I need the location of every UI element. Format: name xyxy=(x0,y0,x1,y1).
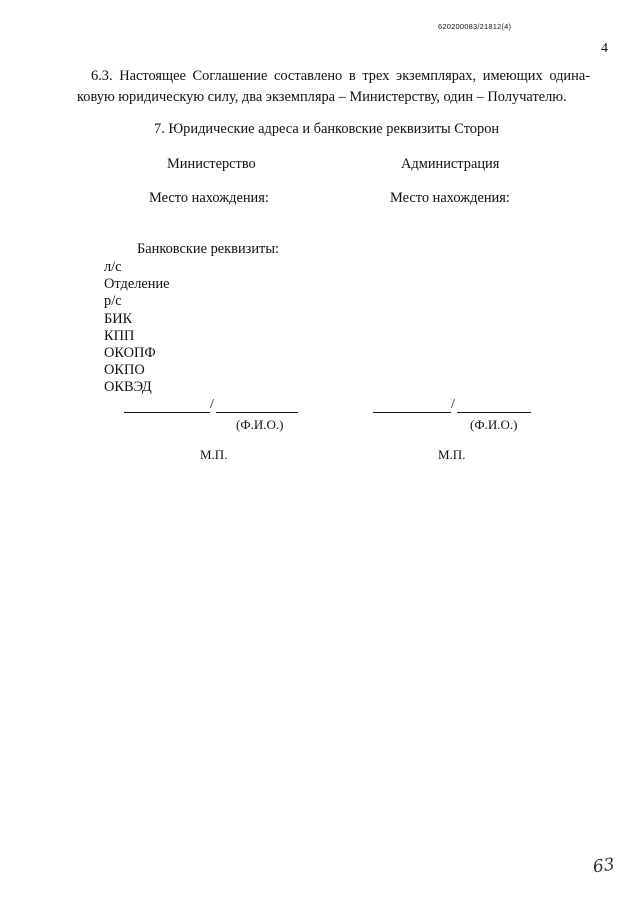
ministry-name: Министерство xyxy=(167,156,256,172)
ministry-signature-slash: / xyxy=(210,397,214,412)
ministry-stamp-label: М.П. xyxy=(200,447,228,462)
ministry-signature-blank xyxy=(124,412,210,413)
clause-6-3-line1: 6.3. Настоящее Соглашение составлено в трех экземплярах, имеющих одина- xyxy=(91,68,590,84)
bank-detail-item: ОКПО xyxy=(104,362,145,379)
bank-detail-item: БИК xyxy=(104,310,133,327)
bank-detail-item: ОКВЭД xyxy=(104,379,152,396)
administration-stamp-label: М.П. xyxy=(438,447,466,462)
page-number: 4 xyxy=(601,41,608,56)
handwritten-page-mark: 63 xyxy=(591,854,616,878)
administration-signature-blank xyxy=(373,412,451,413)
document-code: 620200083/21812(4) xyxy=(438,22,512,31)
administration-signature-slash: / xyxy=(451,397,455,412)
ministry-name-blank xyxy=(216,412,298,413)
bank-detail-item: КПП xyxy=(104,327,135,344)
bank-detail-item: р/с xyxy=(104,293,122,310)
clause-6-3-paragraph xyxy=(77,66,590,108)
ministry-location-label: Место нахождения: xyxy=(149,190,269,206)
bank-detail-item: ОКОПФ xyxy=(104,345,156,362)
clause-6-3-line2: ковую юридическую силу, два экземпляра – Министерству, один – Получателю. xyxy=(77,89,567,105)
administration-fio-label: (Ф.И.О.) xyxy=(470,417,518,432)
administration-signature-line xyxy=(373,398,531,416)
administration-name-blank xyxy=(457,412,531,413)
bank-detail-item: л/с xyxy=(104,259,122,275)
ministry-fio-label: (Ф.И.О.) xyxy=(236,417,284,432)
bank-details-heading: Банковские реквизиты: xyxy=(137,241,279,257)
bank-details-list xyxy=(104,259,170,397)
ministry-signature-line xyxy=(124,398,299,416)
administration-location-label: Место нахождения: xyxy=(390,190,510,206)
section-7-heading: 7. Юридические адреса и банковские реквизиты Сторон xyxy=(154,121,500,137)
administration-name: Администрация xyxy=(401,156,500,172)
bank-detail-item: Отделение xyxy=(104,276,170,293)
